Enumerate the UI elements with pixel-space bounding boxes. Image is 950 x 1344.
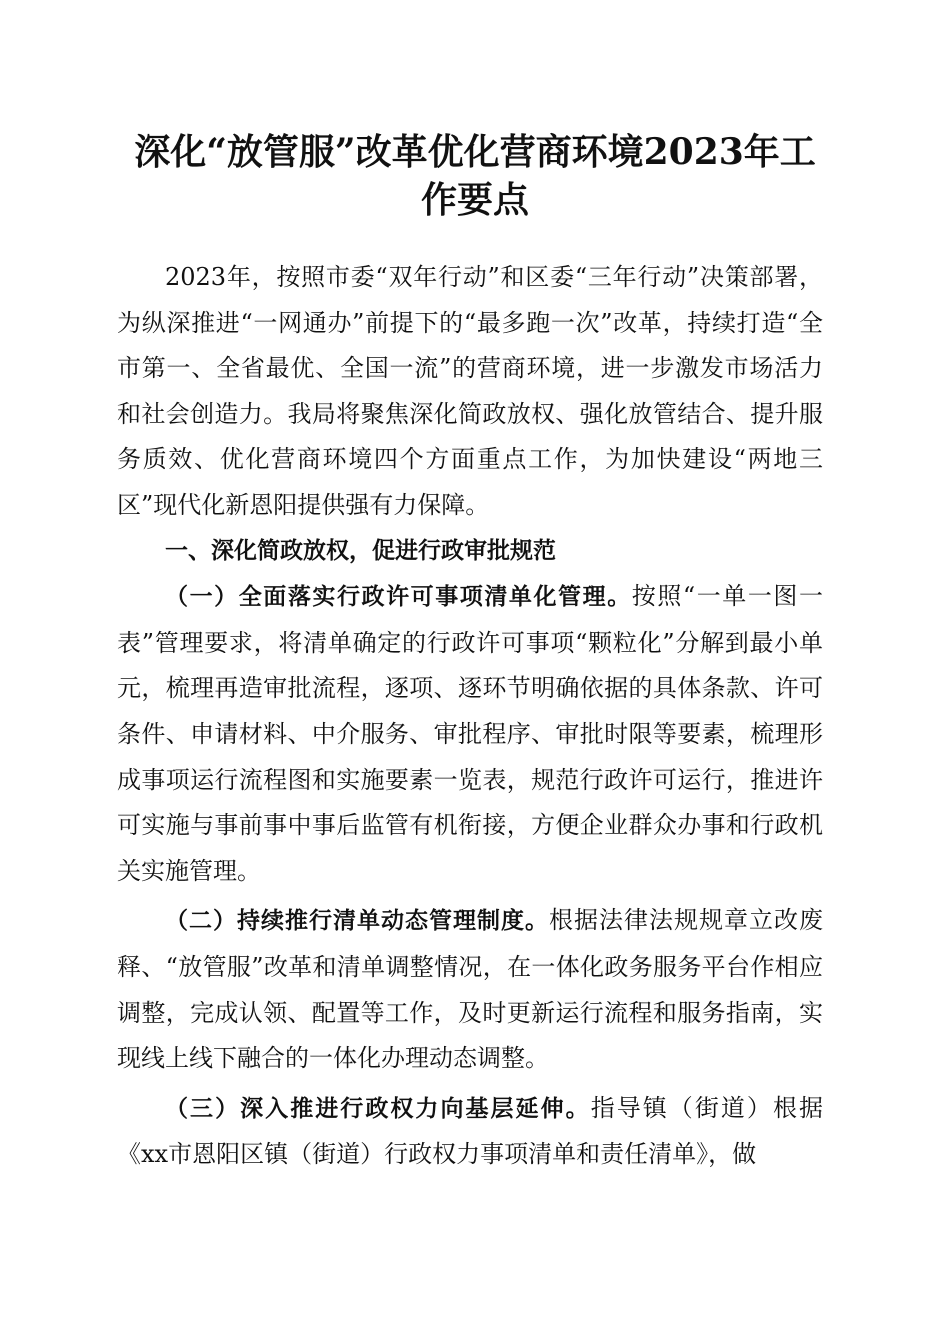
item-text-2: 根据法律法规规章立改废释、“放管服”改革和清单调整情况，在一体化政务服务平台作相应调整，完成认领、配置等工作，及时更新运行流程和服务指南，实现线上线下融合的一体化办理动态调整。	[117, 906, 823, 1073]
item-paragraph-2	[117, 898, 823, 1081]
item-text-1: 按照“一单一图一表”管理要求，将清单确定的行政许可事项“颗粒化”分解到最小单元，梳理再造审批流程，逐项、逐环节明确依据的具体条款、许可条件、申请材料、中介服务、审批程序、审批时限等要素，梳理形成事项运行流程图和实施要素一览表，规范行政许可运行，推进许可实施与事前事中事后监管有机衔接，方便企业群众办事和行政机关实施管理。	[117, 582, 823, 885]
item-paragraph-3	[117, 1086, 823, 1178]
item-lead-1: （一）全面落实行政许可事项清单化管理。	[165, 584, 632, 611]
section-heading-1: 一、深化简政放权，促进行政审批规范	[165, 537, 556, 564]
item-paragraph-1	[117, 574, 823, 894]
item-text-3: 指导镇（街道）根据《xx市恩阳区镇（街道）行政权力事项清单和责任清单》，做	[117, 1093, 824, 1169]
intro-paragraph: 2023年，按照市委“双年行动”和区委“三年行动”决策部署，为纵深推进“一网通办”前提下的“最多跑一次”改革，持续打造“全市第一、全省最优、全国一流”的营商环境，进一步激发市场活力和社会创造力。我局将聚焦深化简政放权、强化放管结合、提升服务质效、优化营商环境四个方面重点工作，为加快建设“两地三区”现代化新恩阳提供强有力保障。	[117, 263, 823, 519]
item-lead-2: （二）持续推行清单动态管理制度。	[165, 908, 549, 935]
document-title: 深化“放管服”改革优化营商环境2023年工作要点	[134, 131, 816, 221]
document-body	[117, 255, 823, 1178]
item-lead-3: （三）深入推进行政权力向基层延伸。	[165, 1095, 591, 1122]
